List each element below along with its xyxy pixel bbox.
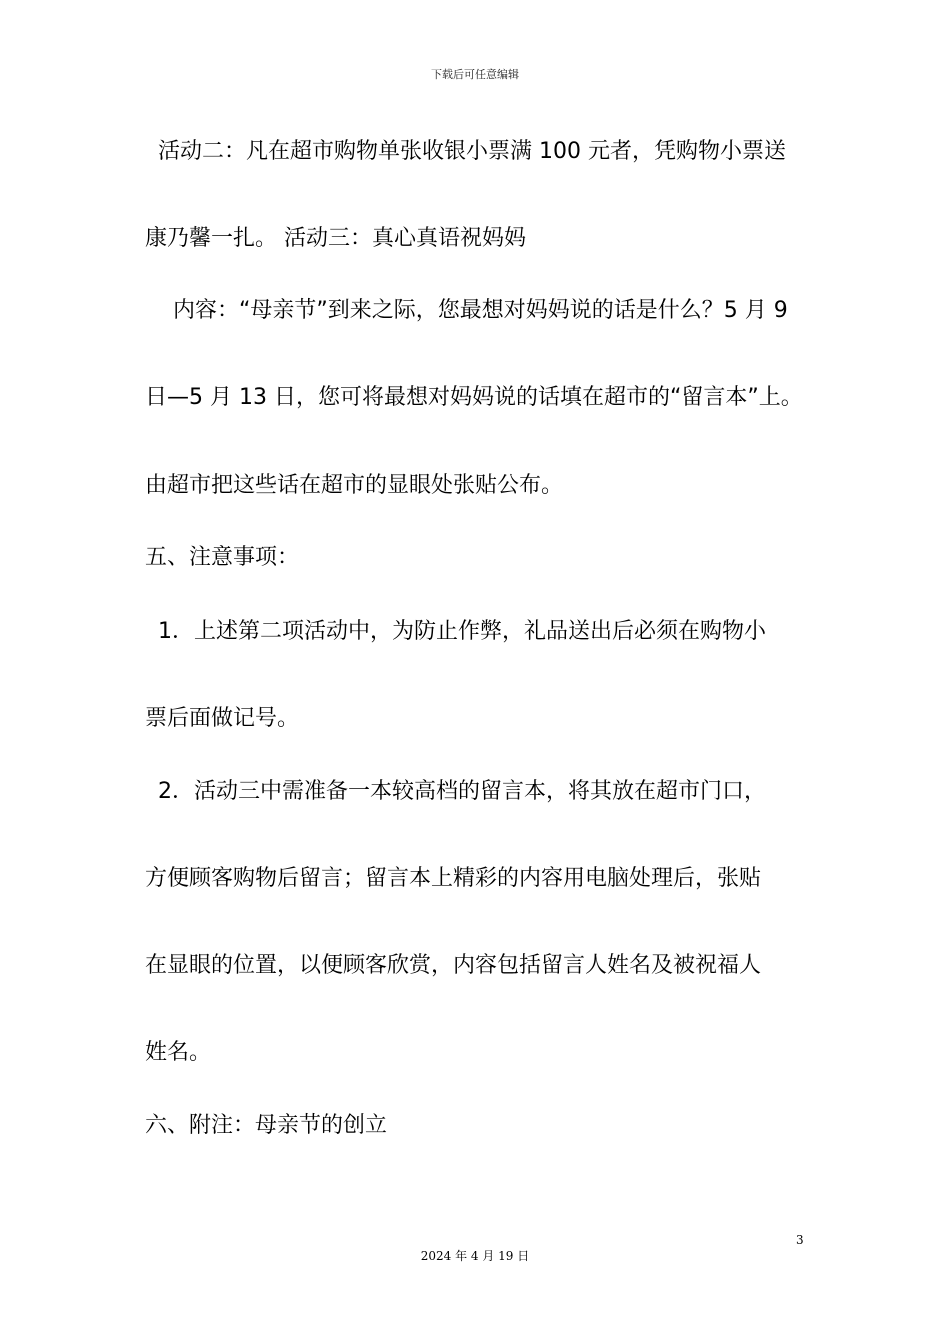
- body-line-content: 内容：“母亲节”到来之际，您最想对妈妈说的话是什么？5 月 9: [173, 298, 788, 323]
- note-item-2-cont-2: 在显眼的位置，以便顾客欣赏，内容包括留言人姓名及被祝福人: [145, 953, 762, 978]
- page-header: 下载后可任意编辑: [431, 68, 519, 81]
- section-heading-notes: 五、注意事项：: [145, 545, 300, 570]
- body-line-dates: 日—5 月 13 日，您可将最想对妈妈说的话填在超市的“留言本”上。: [145, 385, 803, 410]
- note-item-1: 1．上述第二项活动中，为防止作弊，礼品送出后必须在购物小: [158, 619, 766, 644]
- note-item-2-cont-3: 姓名。: [145, 1040, 212, 1065]
- footer-date: 2024 年 4 月 19 日: [420, 1249, 530, 1263]
- note-item-1-cont: 票后面做记号。: [145, 706, 300, 731]
- page-number: 3: [796, 1233, 804, 1247]
- body-line-activity-three: 康乃馨一扎。 活动三：真心真语祝妈妈: [145, 226, 526, 251]
- body-line-activity-two: 活动二：凡在超市购物单张收银小票满 100 元者，凭购物小票送: [158, 139, 786, 164]
- section-heading-appendix: 六、附注：母亲节的创立: [145, 1113, 388, 1138]
- note-item-2: 2．活动三中需准备一本较高档的留言本，将其放在超市门口，: [158, 779, 766, 804]
- body-line-posting: 由超市把这些话在超市的显眼处张贴公布。: [145, 473, 564, 498]
- note-item-2-cont-1: 方便顾客购物后留言；留言本上精彩的内容用电脑处理后，张贴: [145, 866, 762, 891]
